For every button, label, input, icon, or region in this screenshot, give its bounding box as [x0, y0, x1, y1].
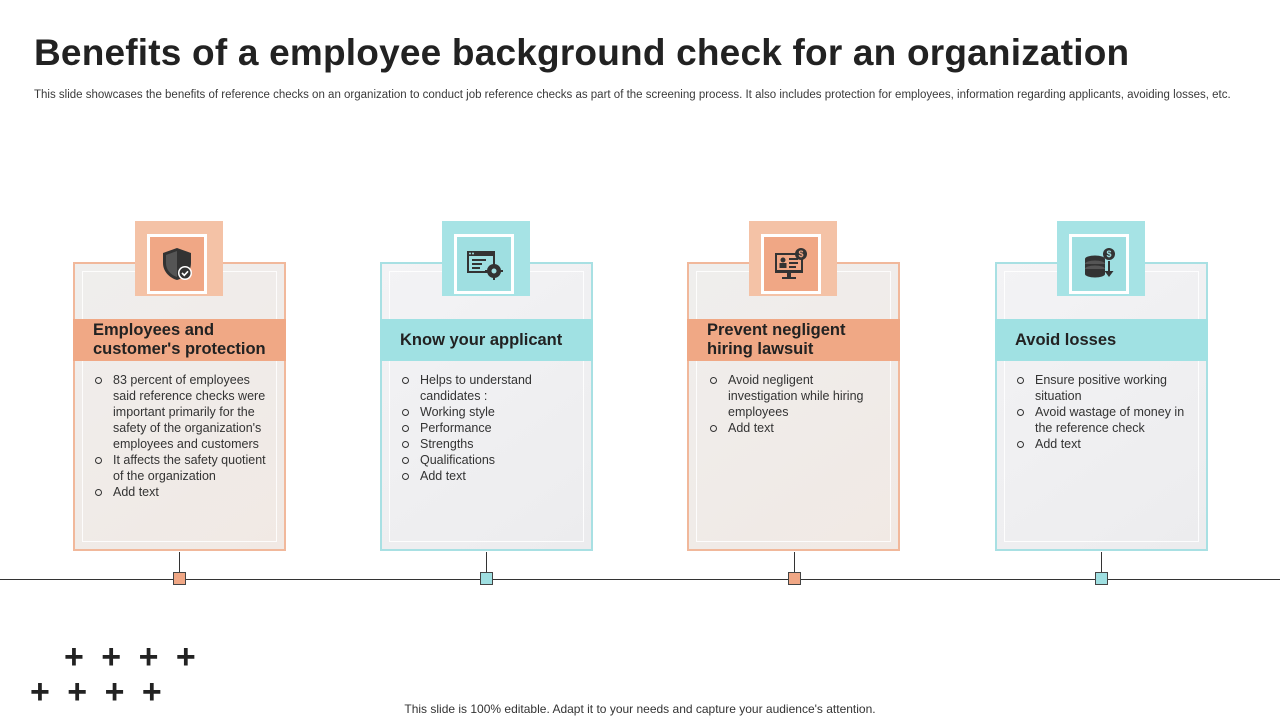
monitor-profile-dollar-icon: [773, 247, 809, 281]
list-item: Add text: [93, 484, 268, 500]
timeline-node: [480, 572, 493, 585]
timeline-line: [0, 579, 1280, 580]
slide-subtitle: This slide showcases the benefits of reference checks on an organization to conduct job reference checks as part of the screening process. It also includes protection for employees, information regarding applicants, avoiding losses, etc.: [34, 89, 1231, 101]
card-icon-frame: [749, 221, 837, 296]
timeline-stem: [1101, 552, 1102, 573]
card-points-list: [1015, 372, 1190, 452]
card-icon-frame: [135, 221, 223, 296]
plus-decoration: + + + +: [64, 638, 200, 676]
coins-down-icon: [1081, 246, 1117, 282]
slide-footer: This slide is 100% editable. Adapt it to your needs and capture your audience's attention.: [404, 702, 876, 716]
list-item: Add text: [400, 468, 580, 484]
card-heading-band: Know your applicant: [380, 319, 593, 361]
list-item: Add text: [1015, 436, 1190, 452]
list-item: Helps to understand candidates :: [400, 372, 580, 404]
card-icon-frame: [442, 221, 530, 296]
card-heading-band: Employees and customer's protection: [73, 319, 286, 361]
svg-text:$: $: [798, 249, 804, 259]
list-item: It affects the safety quotient of the organization: [93, 452, 268, 484]
list-item: Add text: [708, 420, 880, 436]
list-item: 83 percent of employees said reference checks were important primarily for the safety of the organization's employees and customers: [93, 372, 268, 452]
slide-title: Benefits of a employee background check for an organization: [34, 32, 1130, 73]
list-item: Qualifications: [400, 452, 580, 468]
card-points-list: [708, 372, 880, 436]
list-item: Avoid negligent investigation while hiring employees: [708, 372, 880, 420]
card-heading-band: Prevent negligent hiring lawsuit: [687, 319, 900, 361]
shield-check-icon: [160, 246, 194, 282]
timeline-node: [788, 572, 801, 585]
card-heading-band: Avoid losses: [995, 319, 1208, 361]
timeline-stem: [794, 552, 795, 573]
list-item: Ensure positive working situation: [1015, 372, 1190, 404]
timeline-stem: [179, 552, 180, 573]
card-points-list: [93, 372, 268, 500]
browser-gear-icon: [465, 248, 503, 280]
timeline-stem: [486, 552, 487, 573]
list-item: Working style: [400, 404, 580, 420]
list-item: Avoid wastage of money in the reference check: [1015, 404, 1190, 436]
svg-text:$: $: [1106, 249, 1112, 259]
list-item: Strengths: [400, 436, 580, 452]
card-icon-frame: [1057, 221, 1145, 296]
timeline-node: [173, 572, 186, 585]
list-item: Performance: [400, 420, 580, 436]
timeline-node: [1095, 572, 1108, 585]
card-points-list: [400, 372, 580, 484]
plus-decoration: + + + +: [30, 673, 166, 711]
